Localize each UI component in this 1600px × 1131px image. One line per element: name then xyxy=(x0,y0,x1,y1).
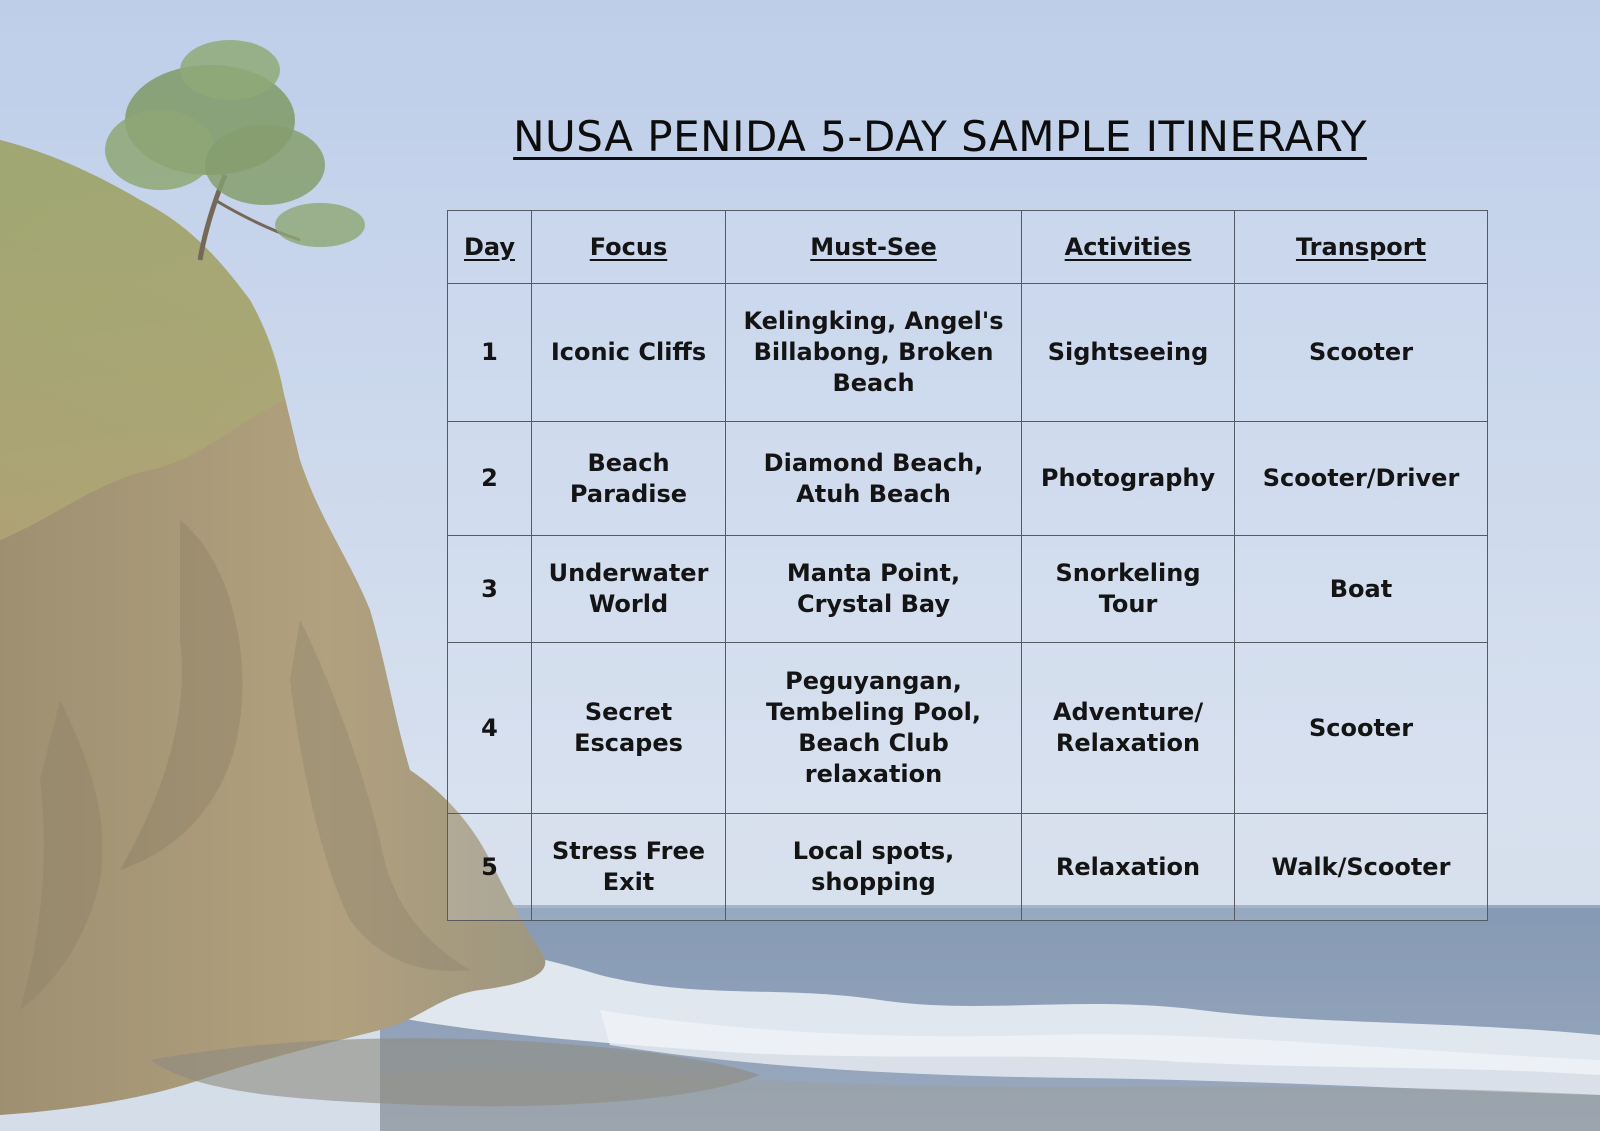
table-row xyxy=(448,422,1488,536)
cell-day: 4 xyxy=(448,643,532,814)
cell-transport: Scooter xyxy=(1235,643,1488,814)
table-row xyxy=(448,814,1488,921)
itinerary-table xyxy=(447,210,1488,921)
cell-must-see: Peguyangan, Tembeling Pool, Beach Club relaxation xyxy=(726,643,1022,814)
cell-activities: Photography xyxy=(1022,422,1235,536)
cell-activities: Snorkeling Tour xyxy=(1022,536,1235,643)
cell-focus: Underwater World xyxy=(532,536,726,643)
cell-day: 2 xyxy=(448,422,532,536)
cell-day: 5 xyxy=(448,814,532,921)
cell-transport: Boat xyxy=(1235,536,1488,643)
table-row xyxy=(448,536,1488,643)
cell-transport: Walk/Scooter xyxy=(1235,814,1488,921)
header-must-see: Must-See xyxy=(726,211,1022,284)
cell-transport: Scooter xyxy=(1235,284,1488,422)
cell-transport: Scooter/Driver xyxy=(1235,422,1488,536)
page-title: NUSA PENIDA 5-DAY SAMPLE ITINERARY xyxy=(513,112,1367,161)
cell-must-see: Local spots, shopping xyxy=(726,814,1022,921)
cell-day: 3 xyxy=(448,536,532,643)
cell-activities: Sightseeing xyxy=(1022,284,1235,422)
cell-focus: Beach Paradise xyxy=(532,422,726,536)
cell-must-see: Diamond Beach, Atuh Beach xyxy=(726,422,1022,536)
cell-must-see: Manta Point, Crystal Bay xyxy=(726,536,1022,643)
table-row xyxy=(448,643,1488,814)
table-row xyxy=(448,284,1488,422)
header-transport: Transport xyxy=(1235,211,1488,284)
table-header-row xyxy=(448,211,1488,284)
cell-day: 1 xyxy=(448,284,532,422)
header-activities: Activities xyxy=(1022,211,1235,284)
cell-focus: Iconic Cliffs xyxy=(532,284,726,422)
header-focus: Focus xyxy=(532,211,726,284)
header-day: Day xyxy=(448,211,532,284)
cell-must-see: Kelingking, Angel's Billabong, Broken Beach xyxy=(726,284,1022,422)
cell-activities: Adventure/ Relaxation xyxy=(1022,643,1235,814)
cell-activities: Relaxation xyxy=(1022,814,1235,921)
cell-focus: Stress Free Exit xyxy=(532,814,726,921)
cell-focus: Secret Escapes xyxy=(532,643,726,814)
